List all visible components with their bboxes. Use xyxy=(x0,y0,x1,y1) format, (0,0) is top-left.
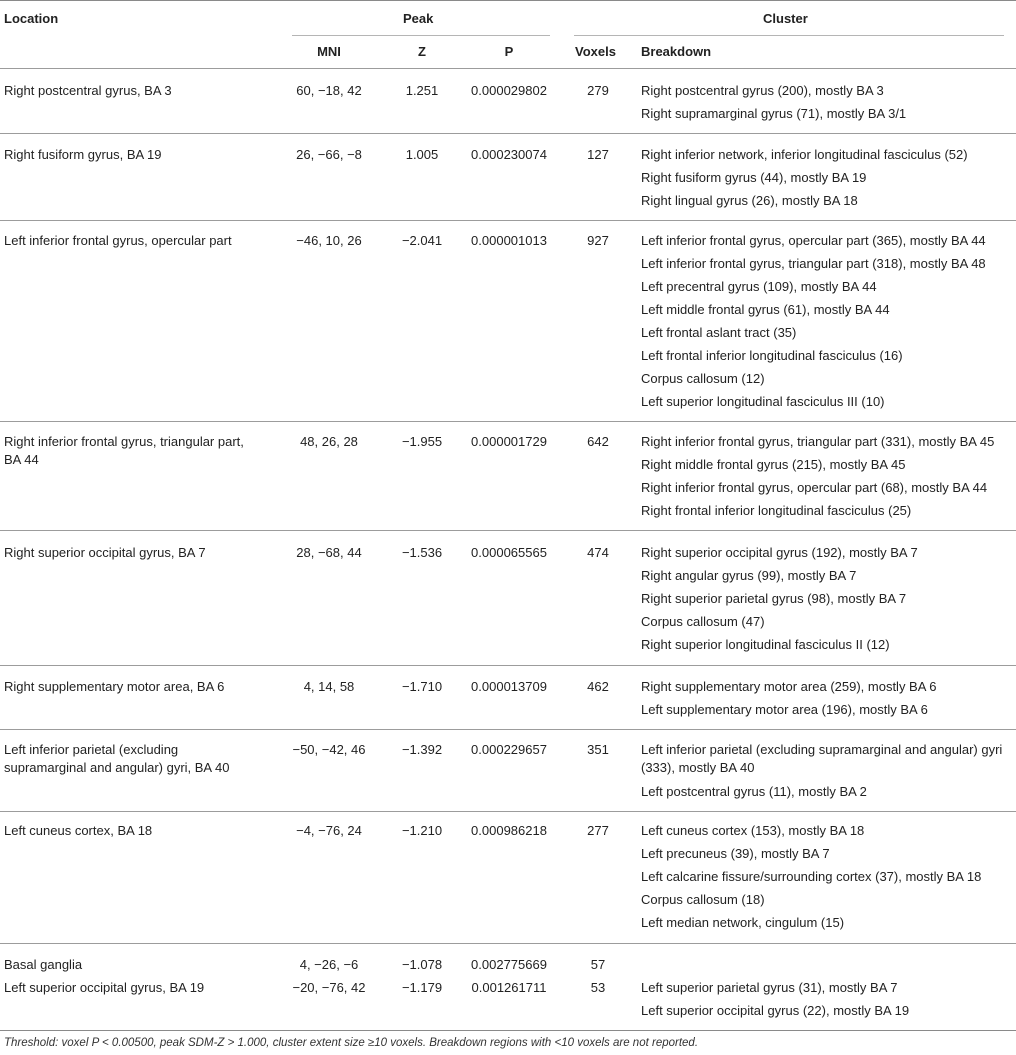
p-cell: 0.000986218 xyxy=(471,823,547,838)
header-p: P xyxy=(504,44,514,59)
location-cell: Right superior occipital gyrus, BA 7 xyxy=(4,545,206,560)
location-cell: Left inferior frontal gyrus, opercular part xyxy=(4,233,232,248)
row-divider xyxy=(0,133,1016,134)
mni-cell: −4, −76, 24 xyxy=(296,823,362,838)
row-divider xyxy=(0,530,1016,531)
z-cell: 1.005 xyxy=(405,147,439,162)
mni-cell: 48, 26, 28 xyxy=(300,434,358,449)
header-z: Z xyxy=(418,44,426,59)
voxels-cell: 279 xyxy=(587,83,609,98)
location-cell: Left cuneus cortex, BA 18 xyxy=(4,823,153,838)
breakdown-item: Left inferior frontal gyrus, triangular part (318), mostly BA 48 xyxy=(641,256,986,271)
z-cell: −1.210 xyxy=(401,823,443,838)
row-divider xyxy=(0,220,1016,221)
p-cell: 0.000029802 xyxy=(471,83,547,98)
mni-cell: −46, 10, 26 xyxy=(296,233,362,248)
mni-cell: 28, −68, 44 xyxy=(296,545,362,560)
row-divider xyxy=(0,421,1016,422)
p-cell: 0.000001729 xyxy=(471,434,547,449)
breakdown-item: Right middle frontal gyrus (215), mostly BA 45 xyxy=(641,457,906,472)
breakdown-item: Left calcarine fissure/surrounding cortex (37), mostly BA 18 xyxy=(641,869,982,884)
breakdown-item: Left inferior frontal gyrus, opercular part (365), mostly BA 44 xyxy=(641,233,986,248)
table-footnote: Threshold: voxel P < 0.00500, peak SDM-Z > 1.000, cluster extent size ≥10 voxels. Breakdown regions with <10 voxels are not reported. xyxy=(4,1037,699,1049)
breakdown-item: Left cuneus cortex (153), mostly BA 18 xyxy=(641,823,865,838)
breakdown-item: Left superior occipital gyrus (22), mostly BA 19 xyxy=(641,1003,910,1018)
breakdown-item: Right inferior network, inferior longitudinal fasciculus (52) xyxy=(641,147,968,162)
mni-cell: −50, −42, 46 xyxy=(292,742,366,757)
z-cell: −1.710 xyxy=(401,679,443,694)
z-cell: −1.179 xyxy=(401,980,443,995)
breakdown-item: Left precentral gyrus (109), mostly BA 44 xyxy=(641,279,877,294)
breakdown-item: Left median network, cingulum (15) xyxy=(641,915,845,930)
breakdown-item: Right postcentral gyrus (200), mostly BA 3 xyxy=(641,83,884,98)
voxels-cell: 351 xyxy=(587,742,609,757)
p-cell: 0.002775669 xyxy=(471,957,547,972)
z-cell: −2.041 xyxy=(401,233,443,248)
p-cell: 0.000229657 xyxy=(471,742,547,757)
breakdown-item: Right inferior frontal gyrus, triangular part (331), mostly BA 45 xyxy=(641,434,995,449)
breakdown-item: Corpus callosum (18) xyxy=(641,892,765,907)
table-bottom-rule xyxy=(0,1030,1016,1031)
row-divider xyxy=(0,811,1016,812)
breakdown-item: Right frontal inferior longitudinal fasciculus (25) xyxy=(641,503,912,518)
breakdown-item: Left precuneus (39), mostly BA 7 xyxy=(641,846,830,861)
breakdown-item: Left supplementary motor area (196), mostly BA 6 xyxy=(641,702,928,717)
header-mni: MNI xyxy=(317,44,341,59)
z-cell: −1.536 xyxy=(401,545,443,560)
header-peak: Peak xyxy=(403,11,434,26)
header-cluster: Cluster xyxy=(763,11,808,26)
breakdown-item: Corpus callosum (47) xyxy=(641,614,765,629)
z-cell: −1.955 xyxy=(401,434,443,449)
breakdown-item: Right angular gyrus (99), mostly BA 7 xyxy=(641,568,857,583)
z-cell: 1.251 xyxy=(405,83,439,98)
location-cell: Right fusiform gyrus, BA 19 xyxy=(4,147,162,162)
voxels-cell: 642 xyxy=(587,434,609,449)
breakdown-item: Right lingual gyrus (26), mostly BA 18 xyxy=(641,193,858,208)
header-breakdown: Breakdown xyxy=(641,44,712,59)
breakdown-item: Right supramarginal gyrus (71), mostly BA 3/1 xyxy=(641,106,907,121)
breakdown-item: Right superior longitudinal fasciculus II (12) xyxy=(641,637,890,652)
p-cell: 0.000065565 xyxy=(471,545,547,560)
breakdown-item: Right fusiform gyrus (44), mostly BA 19 xyxy=(641,170,867,185)
location-cell: Right postcentral gyrus, BA 3 xyxy=(4,83,172,98)
breakdown-item: Right supplementary motor area (259), mostly BA 6 xyxy=(641,679,937,694)
p-cell: 0.000013709 xyxy=(471,679,547,694)
voxels-cell: 127 xyxy=(587,147,609,162)
row-divider xyxy=(0,729,1016,730)
breakdown-item: Right superior parietal gyrus (98), mostly BA 7 xyxy=(641,591,907,606)
location-cell: Right supplementary motor area, BA 6 xyxy=(4,679,225,694)
z-cell: −1.078 xyxy=(401,957,443,972)
voxels-cell: 53 xyxy=(590,980,606,995)
p-cell: 0.001261711 xyxy=(471,980,547,995)
voxels-cell: 462 xyxy=(587,679,609,694)
location-cell: Basal ganglia xyxy=(4,957,83,972)
location-cell: Left inferior parietal (excluding supramarginal and angular) gyri, BA 40 xyxy=(4,742,230,775)
z-cell: −1.392 xyxy=(401,742,443,757)
p-cell: 0.000001013 xyxy=(471,233,547,248)
location-cell: Left superior occipital gyrus, BA 19 xyxy=(4,980,205,995)
location-cell: Right inferior frontal gyrus, triangular part, BA 44 xyxy=(4,434,244,467)
breakdown-item: Left superior longitudinal fasciculus III (10) xyxy=(641,394,885,409)
row-divider xyxy=(0,943,1016,944)
breakdown-item: Left postcentral gyrus (11), mostly BA 2 xyxy=(641,784,867,799)
voxels-cell: 57 xyxy=(590,957,606,972)
row-divider xyxy=(0,665,1016,666)
breakdown-item: Left middle frontal gyrus (61), mostly BA 44 xyxy=(641,302,890,317)
breakdown-item: Right inferior frontal gyrus, opercular part (68), mostly BA 44 xyxy=(641,480,988,495)
breakdown-item: Right superior occipital gyrus (192), mostly BA 7 xyxy=(641,545,918,560)
header-bottom-rule xyxy=(0,68,1016,69)
breakdown-item: Left frontal aslant tract (35) xyxy=(641,325,797,340)
mni-cell: 4, 14, 58 xyxy=(303,679,355,694)
mni-cell: 60, −18, 42 xyxy=(296,83,362,98)
mni-cell: 26, −66, −8 xyxy=(296,147,362,162)
header-voxels: Voxels xyxy=(575,44,616,59)
p-cell: 0.000230074 xyxy=(471,147,547,162)
peak-underline xyxy=(292,35,550,36)
breakdown-item: Left frontal inferior longitudinal fasciculus (16) xyxy=(641,348,903,363)
breakdown-item: Left superior parietal gyrus (31), mostly BA 7 xyxy=(641,980,898,995)
mni-cell: 4, −26, −6 xyxy=(299,957,359,972)
table-top-rule xyxy=(0,0,1016,1)
mni-cell: −20, −76, 42 xyxy=(292,980,366,995)
header-location: Location xyxy=(4,11,59,26)
voxels-cell: 277 xyxy=(587,823,609,838)
cluster-underline xyxy=(574,35,1004,36)
voxels-cell: 927 xyxy=(587,233,609,248)
breakdown-item: Corpus callosum (12) xyxy=(641,371,765,386)
breakdown-item: Left inferior parietal (excluding supramarginal and angular) gyri (333), mostly BA 40 xyxy=(641,742,1003,775)
voxels-cell: 474 xyxy=(587,545,609,560)
